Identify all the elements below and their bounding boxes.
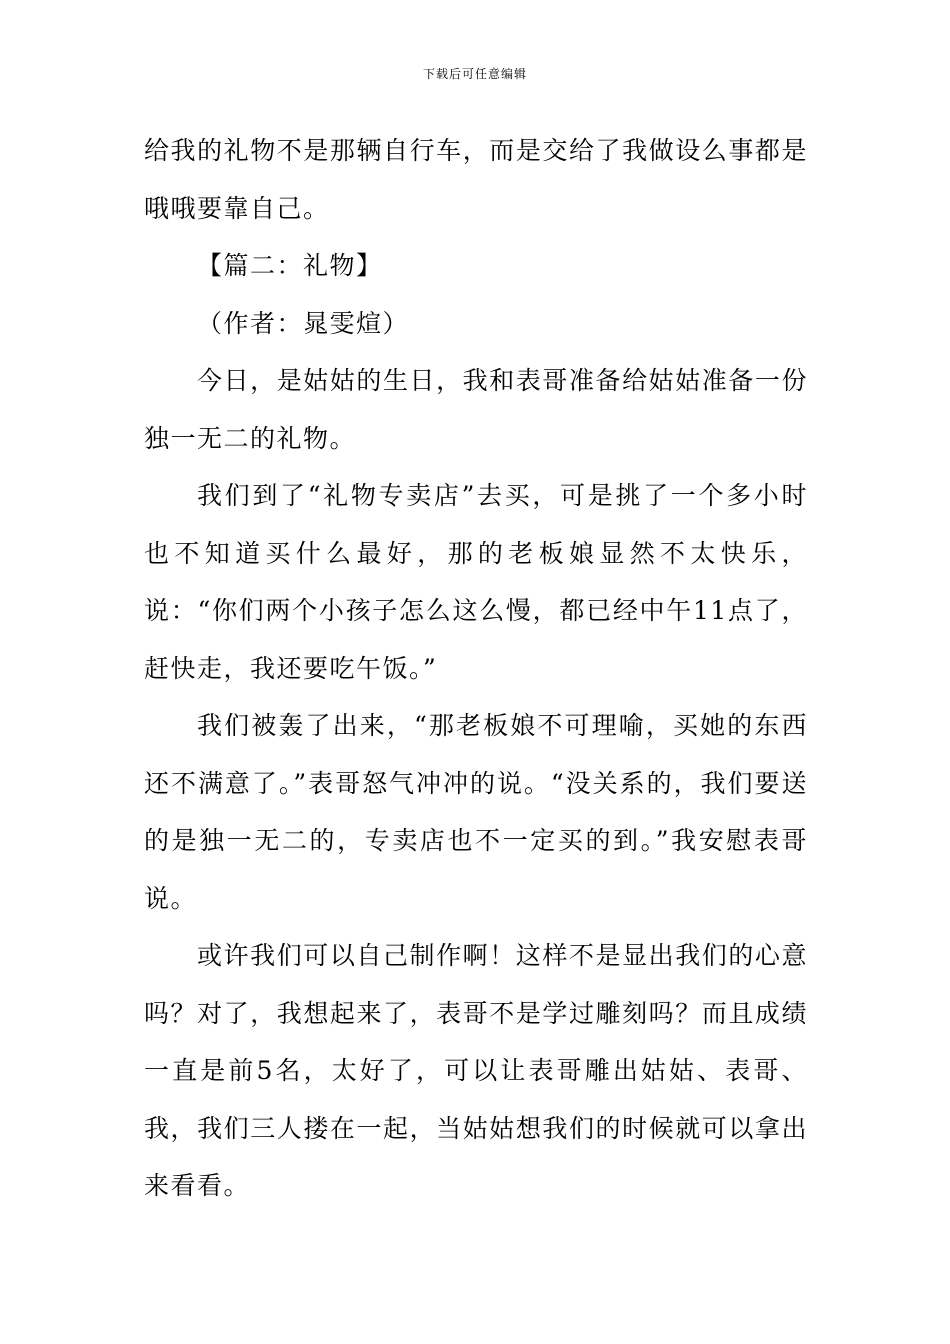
document-body (144, 122, 808, 1215)
paragraph: 或许我们可以自己制作啊！这样不是显出我们的心意吗？对了，我想起来了，表哥不是学过雕刻吗？而且成绩一直是前5名，太好了，可以让表哥雕出姑姑、表哥、我，我们三人搂在一起，当姑姑想我们的时候就可以拿出来看看。 (144, 941, 808, 1200)
paragraph: 我们被轰了出来，“那老板娘不可理喻，买她的东西还不满意了。”表哥怒气冲冲的说。“没关系的，我们要送的是独一无二的，专卖店也不一定买的到。”我安慰表哥说。 (144, 711, 808, 913)
section-heading: 【篇二：礼物】 (197, 251, 383, 280)
paragraph: 我们到了“礼物专卖店”去买，可是挑了一个多小时也不知道买什么最好，那的老板娘显然不太快乐，说：“你们两个小孩子怎么这么慢，都已经中午11点了，赶快走，我还要吃午饭。” (144, 481, 808, 683)
paragraph: 今日，是姑姑的生日，我和表哥准备给姑姑准备一份独一无二的礼物。 (144, 366, 808, 453)
page-header: 下载后可任意编辑 (422, 67, 527, 81)
author-line: （作者：晁雯煊） (197, 308, 410, 338)
paragraph-continuation: 给我的礼物不是那辆自行车，而是交给了我做设么事都是哦哦要靠自己。 (144, 136, 808, 223)
